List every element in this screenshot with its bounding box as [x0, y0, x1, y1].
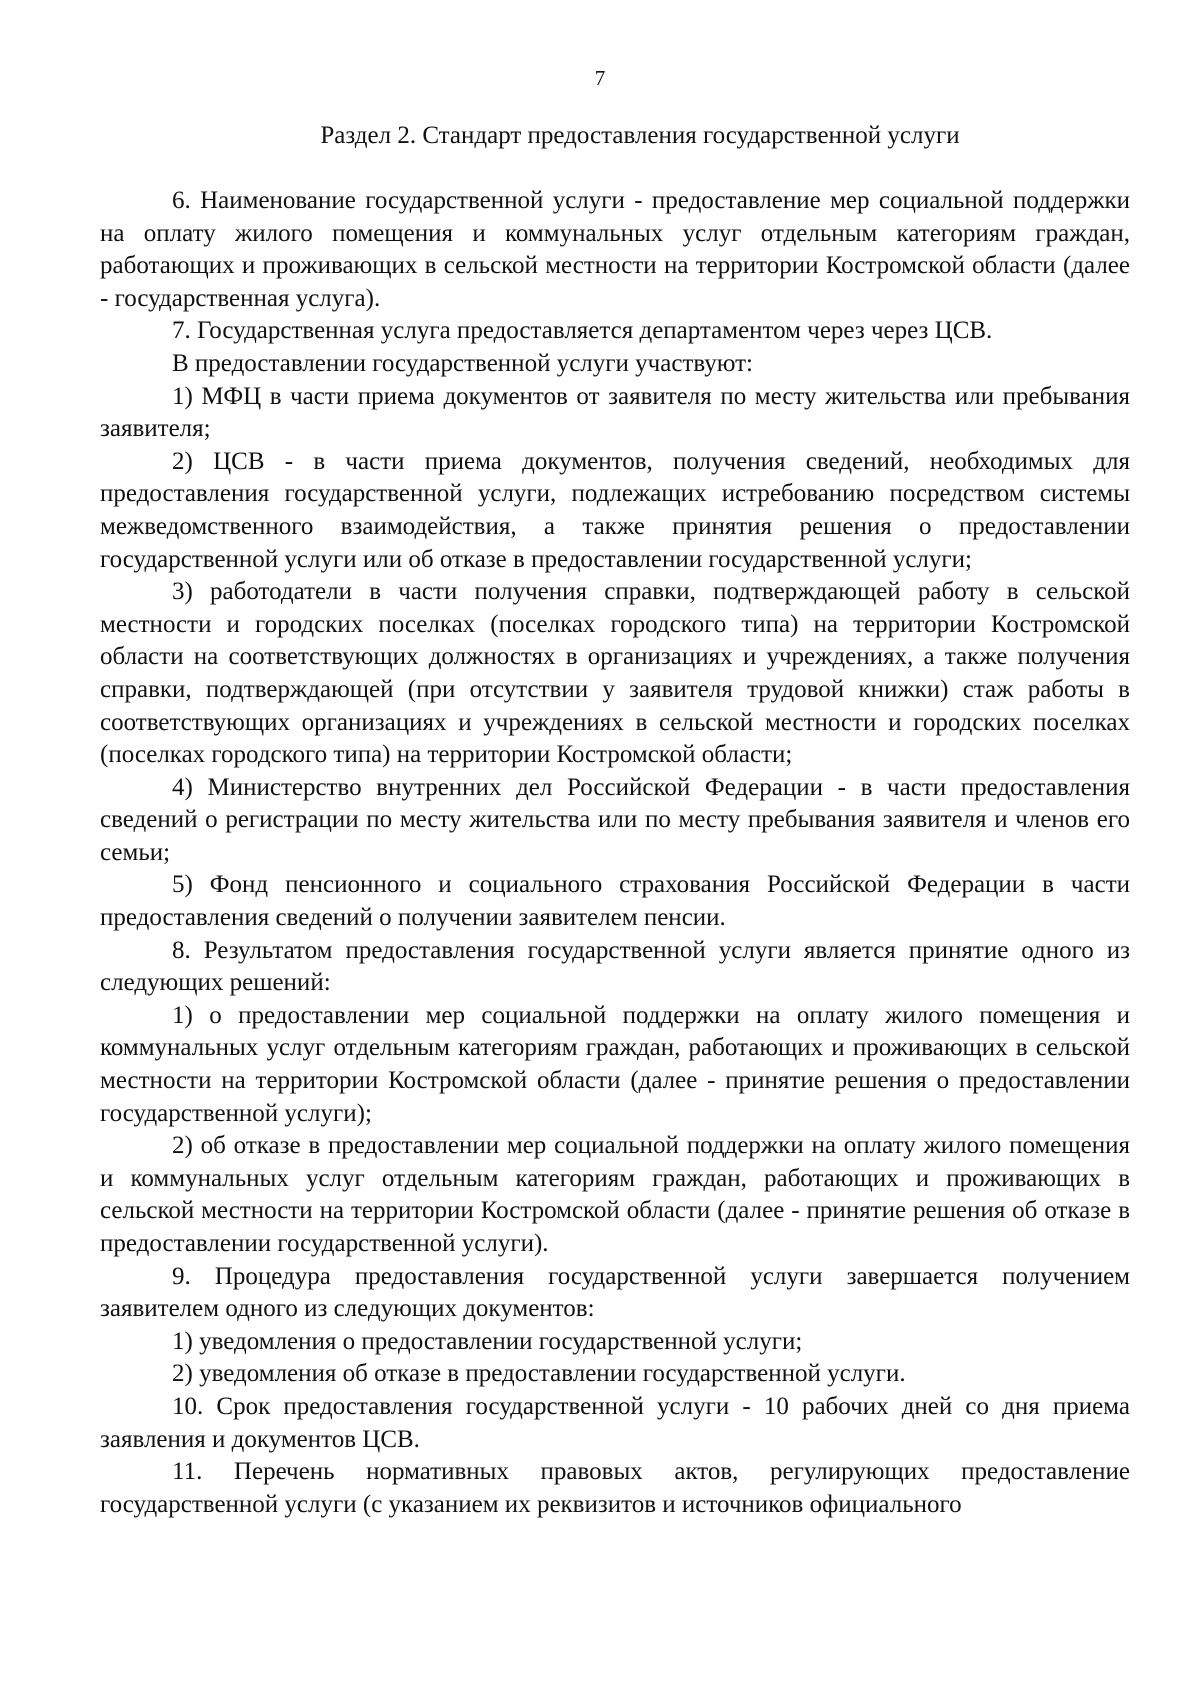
- paragraph-10-term: 10. Срок предоставления государственной услуги - 10 рабочих дней со дня приема заявления и документов ЦСВ.: [100, 1392, 1130, 1453]
- participant-item-4: 4) Министерство внутренних дел Российской Федерации - в части предоставления сведений о регистрации по месту жительства или по месту пребывания заявителя и членов его семьи;: [100, 773, 1130, 866]
- section-title: Раздел 2. Стандарт предоставления государственной услуги: [320, 122, 960, 149]
- result-item-1: 1) о предоставлении мер социальной поддержки на оплату жилого помещения и коммунальных услуг отдельным категориям граждан, работающих и проживающих в сельской местности на территории Костромской области (далее - принятие решения о предоставлении государственной услуги);: [100, 1001, 1130, 1127]
- participant-item-3: 3) работодатели в части получения справки, подтверждающей работу в сельской местности и городских поселках (поселках городского типа) на территории Костромской области на соответствующих должностях в организациях и учреждениях, а также получения справки, подтверждающей (при отсутствии у заявителя трудовой книжки) стаж работы в соответствующих организациях и учреждениях в сельской местности и городских поселках (поселках городского типа) на территории Костромской области;: [100, 578, 1130, 769]
- paragraph-8-result: 8. Результатом предоставления государственной услуги является принятие одного из следующих решений:: [100, 936, 1130, 997]
- paragraph-9-procedure: 9. Процедура предоставления государственной услуги завершается получением заявителем одного из следующих документов:: [100, 1262, 1130, 1323]
- page-number: 7: [594, 66, 606, 90]
- participant-item-2: 2) ЦСВ - в части приема документов, получения сведений, необходимых для предоставления государственной услуги, подлежащих истребованию посредством системы межведомственного взаимодействия, а также принятия решения о предоставлении государственной услуги или об отказе в предоставлении государственной услуги;: [100, 447, 1130, 573]
- paragraph-6-service-name: 6. Наименование государственной услуги - предоставление мер социальной поддержки на оплату жилого помещения и коммунальных услуг отдельным категориям граждан, работающих и проживающих в сельской местности на территории Костромской области (далее - государственная услуга).: [100, 187, 1130, 312]
- result-item-2: 2) об отказе в предоставлении мер социальной поддержки на оплату жилого помещения и коммунальных услуг отдельным категориям граждан, работающих и проживающих в сельской местности на территории Костромской области (далее - принятие решения об отказе в предоставлении государственной услуги).: [100, 1132, 1130, 1257]
- document-body: [100, 185, 1130, 1521]
- paragraph-participants-intro: В предоставлении государственной услуги участвуют:: [172, 349, 754, 377]
- paragraph-7-provider: 7. Государственная услуга предоставляется департаментом через через ЦСВ.: [172, 317, 993, 345]
- document-item-2: 2) уведомления об отказе в предоставлении государственной услуги.: [172, 1360, 906, 1388]
- document-item-1: 1) уведомления о предоставлении государственной услуги;: [172, 1327, 803, 1355]
- paragraph-11-legal-acts: 11. Перечень нормативных правовых актов, регулирующих предоставление государственной услуги (с указанием их реквизитов и источников официального: [100, 1458, 1130, 1518]
- participant-item-5: 5) Фонд пенсионного и социального страхования Российской Федерации в части предоставления сведений о получении заявителем пенсии.: [100, 871, 1130, 932]
- participant-item-1: 1) МФЦ в части приема документов от заявителя по месту жительства или пребывания заявителя;: [100, 382, 1130, 443]
